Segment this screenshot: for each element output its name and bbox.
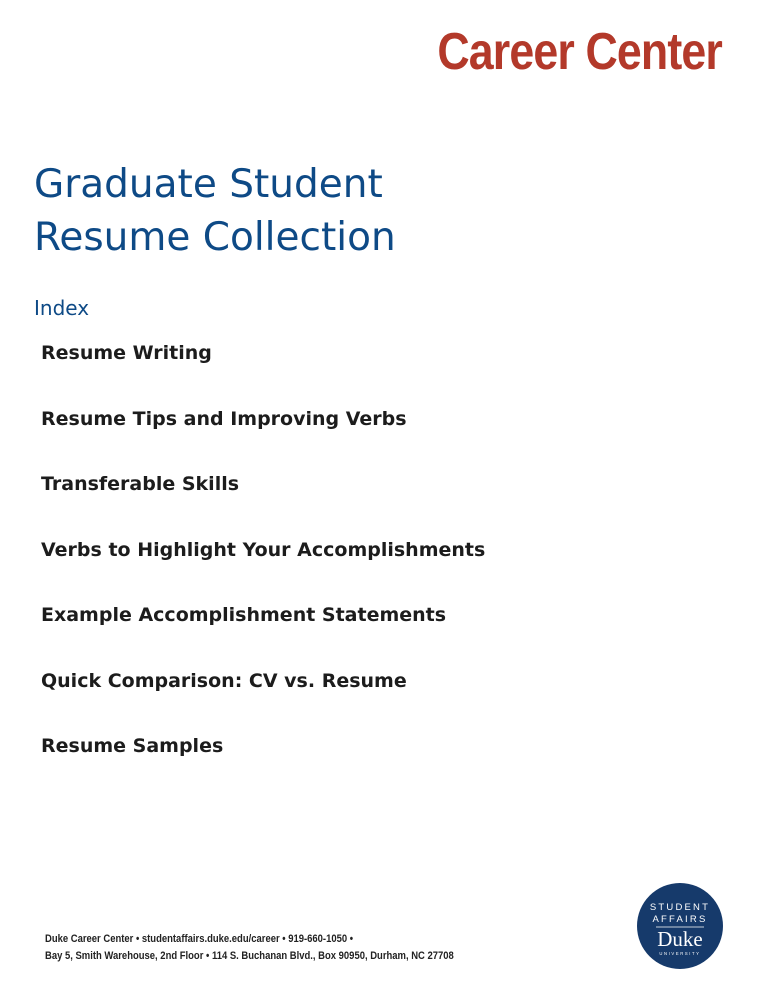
footer-contact: [45, 931, 454, 965]
index-item-resume-tips: Resume Tips and Improving Verbs: [41, 407, 407, 430]
seal-university-text: UNIVERSITY: [659, 951, 701, 956]
title-line-2: Resume Collection: [34, 215, 396, 260]
index-item-resume-samples: Resume Samples: [41, 735, 224, 757]
seal-circle: [637, 883, 723, 969]
footer-line-1: Duke Career Center • studentaffairs.duke.edu/career • 919-660-1050 •: [45, 933, 354, 945]
index-heading: Index: [34, 296, 90, 320]
index-list: [41, 338, 485, 797]
career-center-brand: Career Center: [437, 23, 722, 81]
index-item-verbs: Verbs to Highlight Your Accomplishments: [41, 538, 486, 561]
page-title: [34, 158, 396, 264]
index-item-resume-writing: Resume Writing: [41, 342, 212, 364]
index-item-transferable-skills: Transferable Skills: [41, 473, 240, 495]
index-item-cv-comparison: Quick Comparison: CV vs. Resume: [41, 669, 407, 692]
seal-student-text: STUDENT: [649, 902, 711, 913]
student-affairs-seal-logo: [636, 882, 724, 970]
title-line-1: Graduate Student: [34, 162, 383, 207]
index-item-accomplishment-statements: Example Accomplishment Statements: [41, 604, 447, 626]
seal-affairs-text: AFFAIRS: [652, 914, 708, 925]
footer-line-2: Bay 5, Smith Warehouse, 2nd Floor • 114 S. Buchanan Blvd., Box 90950, Durham, NC 27708: [45, 950, 454, 962]
seal-duke-text: Duke: [657, 927, 703, 951]
